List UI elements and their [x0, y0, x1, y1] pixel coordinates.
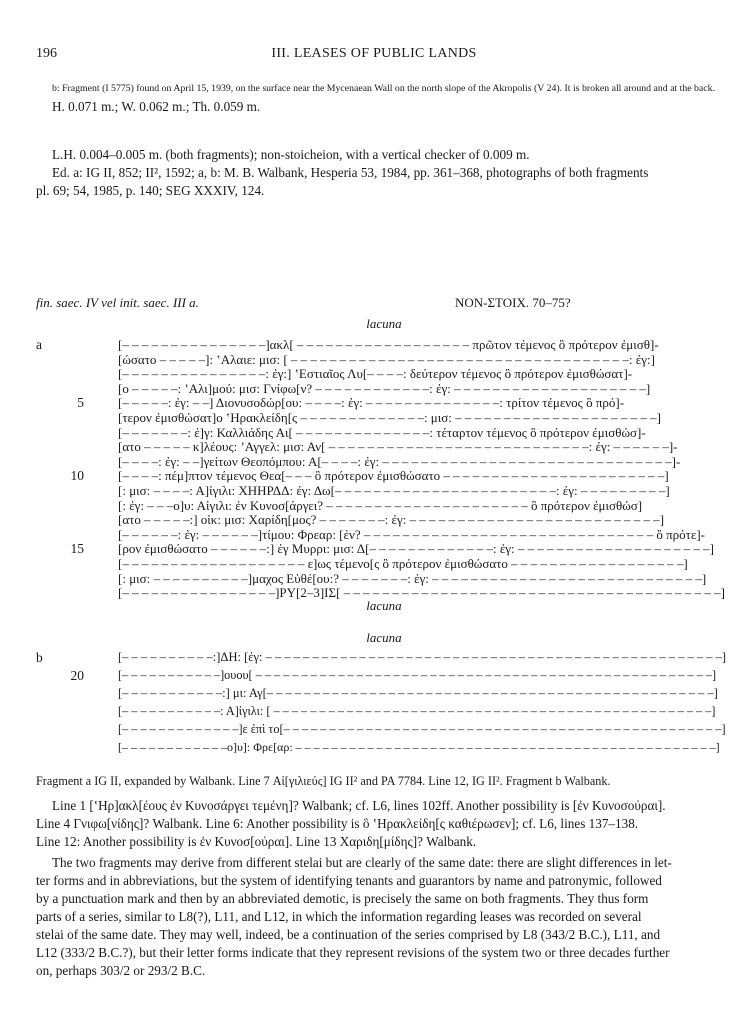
lacuna-top-b: lacuna	[366, 630, 402, 645]
fragment-a-label: a	[36, 337, 42, 352]
inscription-line: [– – – –: ἐγ: – –]γείτων Θεοπόμπου: Α[– – – –: ἐγ: – – – – – – – – – – – – – – – – – – – – – – – – – – – – – –]-	[118, 453, 681, 469]
inscription-line: [– – – – – – – – – – – – – – – – – – – ε]ως τέμενο[ς ὃ πρότερον ἐμισθώσατο – – – – – – – – – – – – – – – – – –]	[118, 556, 688, 571]
inscription-line: [ατο – – – – –:] οἰκ: μισ: Χαρίδη[μος? – – – – – – –: ἐγ: – – – – – – – – – – – – – – – – – – – – – – – – – –]	[118, 512, 665, 528]
intro-block-2	[36, 136, 716, 200]
inscription-line: [– – – – – – –: ἐ]γ: Καλλιάδης Αι[ – – – – – – – – – – – – – –: τέταρτον τέμενος ὃ πρότερον ἐμισθώσ]-	[118, 424, 646, 440]
inscription-line: [– – – – – – – – – – – – – – –: ἐγ:] ʽΕστιαῖος Λυ[– – – –: δεύτερον τέμενος ὃ πρότερον ἐμισθώσατ]-	[118, 366, 633, 382]
line-number: 5	[77, 395, 84, 411]
discussion-block	[36, 854, 716, 980]
letter-height-line: L.H. 0.004–0.005 m. (both fragments); non-stoicheion, with a vertical checker of 0.009 m.	[52, 147, 530, 162]
dimensions-line: H. 0.071 m.; W. 0.062 m.; Th. 0.059 m.	[52, 99, 261, 114]
fragment-b-label: b	[36, 650, 43, 665]
lacuna-bottom-a: lacuna	[366, 598, 402, 613]
discussion-line-7: on, perhaps 303/2 or 293/2 B.C.	[36, 963, 206, 978]
editions-line-2: pl. 69; 54, 1985, p. 140; SEG XXXIV, 124.	[36, 183, 265, 198]
inscription-line: [– – – –: πέμ]πτον τέμενος Θεα[– – – ὃ πρότερον ἐμισθώσατο – – – – – – – – – – – – – – – – – – – – – – –]	[118, 468, 669, 484]
apparatus-note: Fragment a IG II, expanded by Walbank. Line 7 Αἰ[γιλιεύς] IG II² and PA 7784. Line 12, IG II². Fragment b Walbank.	[36, 774, 611, 788]
date-line: fin. saec. IV vel init. saec. III a.	[36, 295, 199, 310]
running-title: III. LEASES OF PUBLIC LANDS	[271, 46, 477, 61]
commentary-line-3: Line 12: Another possibility is ἐν Κυνοσ[ούραι]. Line 13 Χαριδη[μίδης]? Walbank.	[36, 834, 477, 849]
line-number: 20	[70, 668, 84, 683]
discussion-line-4: parts of a series, similar to L8(?), L11, and L12, in which the information regarding leases was recorded on several	[36, 909, 642, 924]
discussion-line-1: The two fragments may derive from different stelai but are clearly of the same date: there are slight differences in let-	[52, 855, 672, 870]
line-number: 15	[70, 541, 84, 557]
inscription-line: [τερον ἐμισθώσατ]ο ʽΗρακλείδη[ς – – – – – – – – – – – – –: μισ: – – – – – – – – – – – – – – – – – – – – –]	[118, 410, 661, 425]
commentary-line-2: Line 4 Γνιφω[νίδης]? Walbank. Line 6: Another possibility is ὃ ʽΗρακλείδη[ς καθιέρωσεν]; cf. L6, lines 137–138.	[36, 816, 639, 831]
inscription-line: [– – – – – – – – – – –:] μι: Αγ[– – – – – – – – – – – – – – – – – – – – – – – – – – – – – – – – – – – – – – – – – – – – – – – –]	[118, 686, 718, 700]
inscription-line: [– – – – – – – – – – –: Α]ἰγιλι: [ – – – – – – – – – – – – – – – – – – – – – – – – – – – – – – – – – – – – – – – – – – – – – – – –]	[118, 704, 716, 718]
discussion-line-2: ter forms and in abbreviations, but the system of identifying tenants and guarantors by name and patronymic, followed	[36, 873, 662, 888]
inscription-line: [– – – – – – – – – – –]ουου[ – – – – – – – – – – – – – – – – – – – – – – – – – – – – – – – – – – – – – – – – – – – – – – – – – –]	[118, 668, 717, 682]
stoich-line: NON-ΣΤΟΙΧ. 70–75?	[455, 295, 571, 310]
inscription-line: [ώσατο – – – – –]: ʽΑλαιε: μισ: [ – – – – – – – – – – – – – – – – – – – – – – – – – – – – – – – – – – –: ἐγ:]	[118, 351, 655, 367]
inscription-line: [ρον ἐμισθώσατο – – – – – –:] ἐγ Μυρρι: μισ: Δ[– – – – – – – – – – – – –: ἐγ: – – – – – – – – – – – – – – – – – – – –]	[118, 541, 714, 557]
inscription-line: [: ἐγ: – – –ο]υ: Αἰγιλι: ἐν Κυνοσ[άργει? – – – – – – – – – – – – – – – – – – – – – ὃ πρότερον ἐμισθώσ]	[118, 497, 643, 513]
line-number: 10	[70, 468, 84, 484]
inscription-line: [– – – – –: ἐγ: – –] Διονυσοδώρ[ου: – – – –: ἐγ: – – – – – – – – – – – – – –: τρίτον τέμενος ὃ πρό]-	[118, 395, 625, 411]
commentary-block	[36, 797, 716, 851]
inscription-line: [– – – – – – – – – – – –ο]υ]: Φρε[αρ: – – – – – – – – – – – – – – – – – – – – – – – – – – – – – – – – – – – – – – – – – – – – – – –]	[118, 740, 720, 754]
intro-block	[36, 80, 716, 116]
discussion-line-5: stelai of the same date. They may well, indeed, be a continuation of the series comprised by L8 (343/2 B.C.), L11, and	[36, 927, 661, 942]
inscription-line: [ατο – – – – – κ]λέους: ʼΑγγελ: μισ: Αν[ – – – – – – – – – – – – – – – – – – – – – – – – – – –: ἐγ: – – – – – –]-	[118, 439, 678, 455]
inscription-line: [: μισ: – – – –: Α]ἰγιλι: ΧΗΗΡΔΔ: ἐγ: Δω[– – – – – – – – – – – – – – – – – – – – – – –: ἐγ: – – – – – – – – –]	[118, 483, 670, 498]
fragment-b-description: b: Fragment (I 5775) found on April 15, 1939, on the surface near the Mycenaean Wall on the north slope of the Akropolis (V 24). It is broken all around and at the back.	[52, 83, 715, 94]
inscription-line: [– – – – – – – – – – – – –]ε ἐπὶ το[– – – – – – – – – – – – – – – – – – – – – – – – – – – – – – – – – – – – – – – – – – – – – – – –]	[118, 722, 726, 736]
inscription-line: [– – – – – – – – – – – – – – –]ακλ[ – – – – – – – – – – – – – – – – – – πρῶτον τέμενος ὃ πρότερον ἐμισθ]-	[118, 337, 659, 352]
inscription-line: [: μισ: – – – – – – – – – –]μαχος Εὐθέ[ου:? – – – – – – –: ἐγ: – – – – – – – – – – – – – – – – – – – – – – – – – – – –]	[118, 570, 707, 586]
discussion-line-3: by a punctuation mark and then by an abbreviated demotic, is precisely the same on both fragments. They thus form	[36, 891, 649, 906]
inscription-line: [ο – – – – –: ʽΑλι]μού: μισ: Γνίφω[ν? – – – – – – – – – – – –: ἐγ: – – – – – – – – – – – – – – – – – – – –]	[118, 380, 651, 396]
editions-line-1: Ed. a: IG II, 852; II², 1592; a, b: M. B. Walbank, Hesperia 53, 1984, pp. 361–368, photographs of both fragments	[52, 165, 649, 180]
inscription-line: [– – – – – – – – – –:]ΔΗ: [ἐγ: – – – – – – – – – – – – – – – – – – – – – – – – – – – – – – – – – – – – – – – – – – – – – – – – –]	[118, 650, 727, 664]
commentary-line-1: Line 1 [ʽΗρ]ακλ[έους ἐν Κυνοσάργει τεμένη]? Walbank; cf. L6, lines 102ff. Another possibility is [ἐν Κυνοσούραι].	[52, 798, 666, 813]
inscription-line: [– – – – – – – – – – – – – – – –]ΡΥ[2–3]ΙΣ[ – – – – – – – – – – – – – – – – – – – – – – – – – – – – – – – – – – – – – – –]	[118, 585, 725, 601]
discussion-line-6: L12 (333/2 B.C.?), but their letter forms indicate that they represent revisions of the system two or three decades further	[36, 945, 670, 960]
inscription-line: [– – – – – –: ἐγ: – – – – – –]τίμου: Φρεαρ: [ἐν? – – – – – – – – – – – – – – – – – – – – – – – – – – – – – – ὃ πρότε]-	[118, 526, 706, 542]
lacuna-top-a: lacuna	[366, 316, 402, 331]
page-number: 196	[36, 46, 57, 61]
